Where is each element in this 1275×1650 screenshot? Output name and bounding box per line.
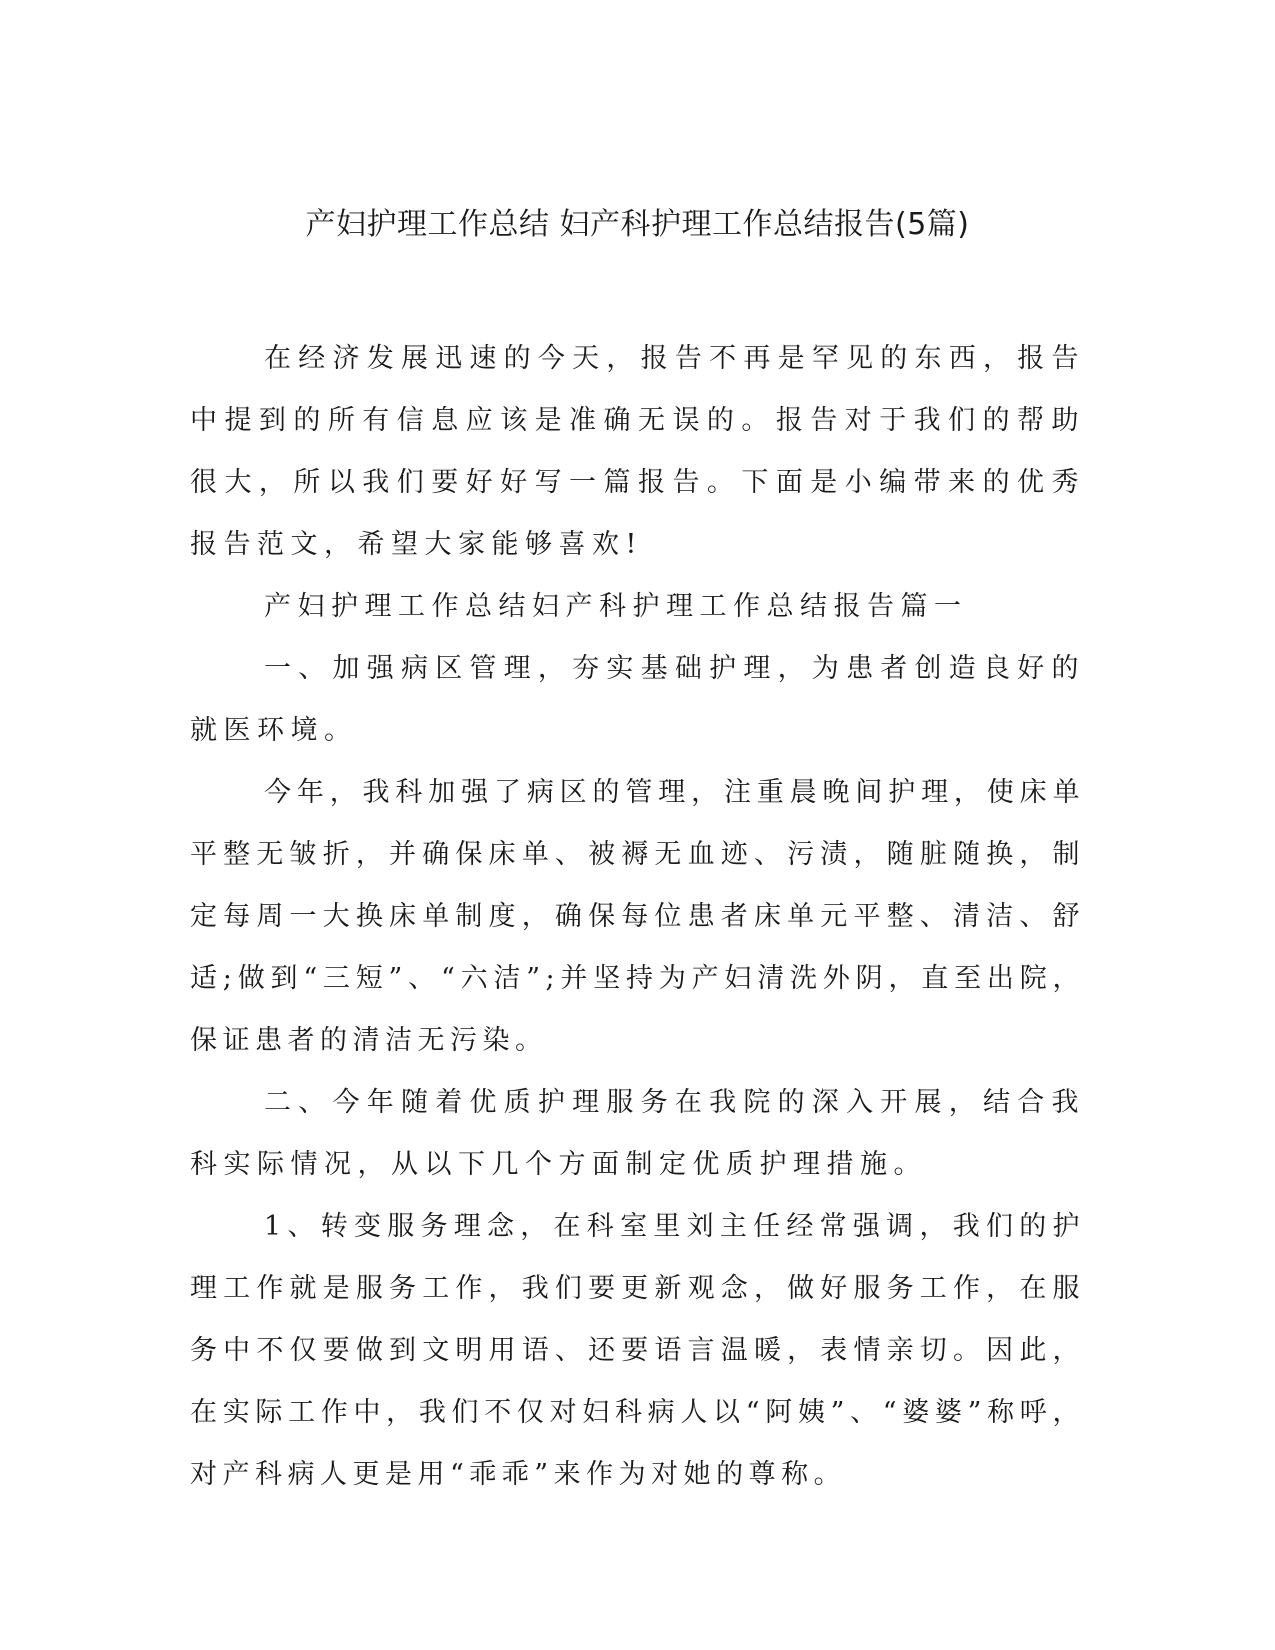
paragraph-ward-management: 今年，我科加强了病区的管理，注重晨晚间护理，使床单平整无皱折，并确保床单、被褥无血迹、污渍，随脏随换，制定每周一大换床单制度，确保每位患者床单元平整、清洁、舒适;做到“三短”、“六洁”;并坚持为产妇清洗外阴，直至出院，保证患者的清洁无污染。	[190, 777, 1085, 1056]
paragraph-section-heading: 产妇护理工作总结妇产科护理工作总结报告篇一	[264, 591, 968, 622]
paragraph-point-one: 一、加强病区管理，夯实基础护理，为患者创造良好的就医环境。	[190, 653, 1085, 746]
paragraph-intro: 在经济发展迅速的今天，报告不再是罕见的东西，报告中提到的所有信息应该是准确无误的。报告对于我们的帮助很大，所以我们要好好写一篇报告。下面是小编带来的优秀报告范文，希望大家能够喜欢!	[190, 343, 1085, 560]
document-title: 产妇护理工作总结 妇产科护理工作总结报告(5篇)	[305, 207, 970, 242]
paragraph-service-concept: 1、转变服务理念，在科室里刘主任经常强调，我们的护理工作就是服务工作，我们要更新观念，做好服务工作，在服务中不仅要做到文明用语、还要语言温暖，表情亲切。因此，在实际工作中，我们不仅对妇科病人以“阿姨”、“婆婆”称呼，对产科病人更是用“乖乖”来作为对她的尊称。	[190, 1211, 1085, 1490]
document-body	[190, 328, 1085, 1506]
paragraph-point-two: 二、今年随着优质护理服务在我院的深入开展，结合我科实际情况，从以下几个方面制定优质护理措施。	[190, 1087, 1085, 1180]
